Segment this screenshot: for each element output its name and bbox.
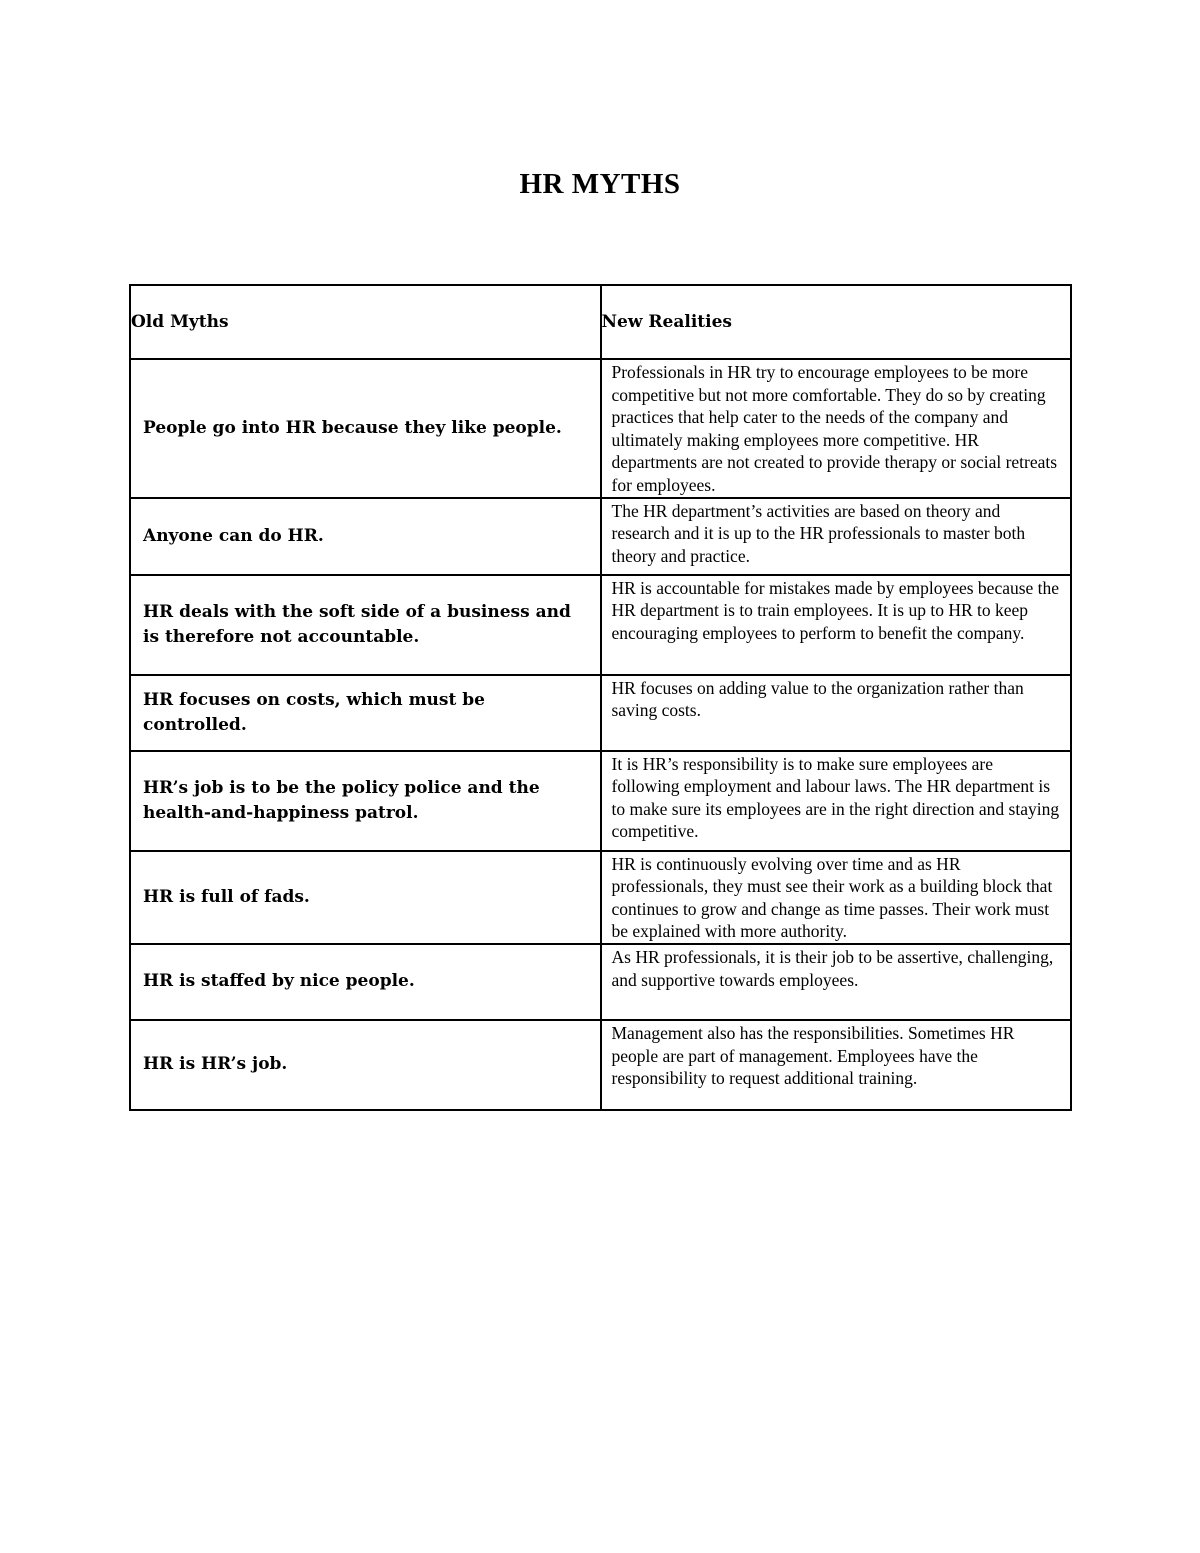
table-row: [130, 675, 1071, 751]
header-old-myths: Old Myths: [130, 285, 601, 359]
page-title: HR MYTHS: [519, 168, 681, 200]
table-row: [130, 751, 1071, 851]
table-row: [130, 575, 1071, 675]
myth-cell: HR’s job is to be the policy police and the health-and-happiness patrol.: [130, 751, 601, 851]
reality-cell: [601, 751, 1072, 851]
reality-text: HR is accountable for mistakes made by employees because the HR department is to train employees. It is up to HR to keep encouraging employees to perform to benefit the company.: [611, 577, 1060, 643]
reality-text: Management also has the responsibilities. Sometimes HR people are part of management. Employees have the responsibility to request additional training.: [611, 1022, 1015, 1089]
table-row: [130, 851, 1071, 944]
reality-text: As HR professionals, it is their job to be assertive, challenging, and supportive towards employees.: [611, 946, 1054, 990]
myth-cell: HR is full of fads.: [130, 851, 601, 944]
header-new-realities: New Realities: [601, 285, 1072, 359]
myth-cell: HR is staffed by nice people.: [130, 944, 601, 1020]
reality-cell: [601, 1020, 1072, 1110]
reality-cell: [601, 498, 1072, 575]
myth-cell: HR is HR’s job.: [130, 1020, 601, 1110]
myth-cell: HR deals with the soft side of a business and is therefore not accountable.: [130, 575, 601, 675]
reality-text: The HR department’s activities are based on theory and research and it is up to the HR professionals to master both theory and practice.: [611, 500, 1026, 566]
reality-cell: [601, 944, 1072, 1020]
table-header-row: [130, 285, 1071, 359]
myth-cell: Anyone can do HR.: [130, 498, 601, 575]
myth-cell: HR focuses on costs, which must be controlled.: [130, 675, 601, 751]
reality-cell: [601, 359, 1072, 498]
myths-table: [129, 284, 1072, 1111]
myth-cell: People go into HR because they like people.: [130, 359, 601, 498]
table-row: [130, 498, 1071, 575]
reality-text: HR is continuously evolving over time and as HR professionals, they must see their work as a building block that continues to grow and change as time passes. Their work must be explained with more authority.: [611, 853, 1053, 942]
reality-text: HR focuses on adding value to the organization rather than saving costs.: [611, 677, 1024, 721]
table-row: [130, 944, 1071, 1020]
table-row: [130, 359, 1071, 498]
reality-text: Professionals in HR try to encourage employees to be more competitive but not more comfortable. They do so by creating practices that help cater to the needs of the company and ultimately making employees more competitive. HR departments are not created to provide therapy or social retreats for employees.: [611, 362, 1058, 495]
reality-cell: [601, 851, 1072, 944]
table-row: [130, 1020, 1071, 1110]
reality-text: It is HR’s responsibility is to make sure employees are following employment and labour laws. The HR department is to make sure its employees are in the right direction and staying competitive.: [611, 753, 1060, 842]
reality-cell: [601, 575, 1072, 675]
reality-cell: [601, 675, 1072, 751]
